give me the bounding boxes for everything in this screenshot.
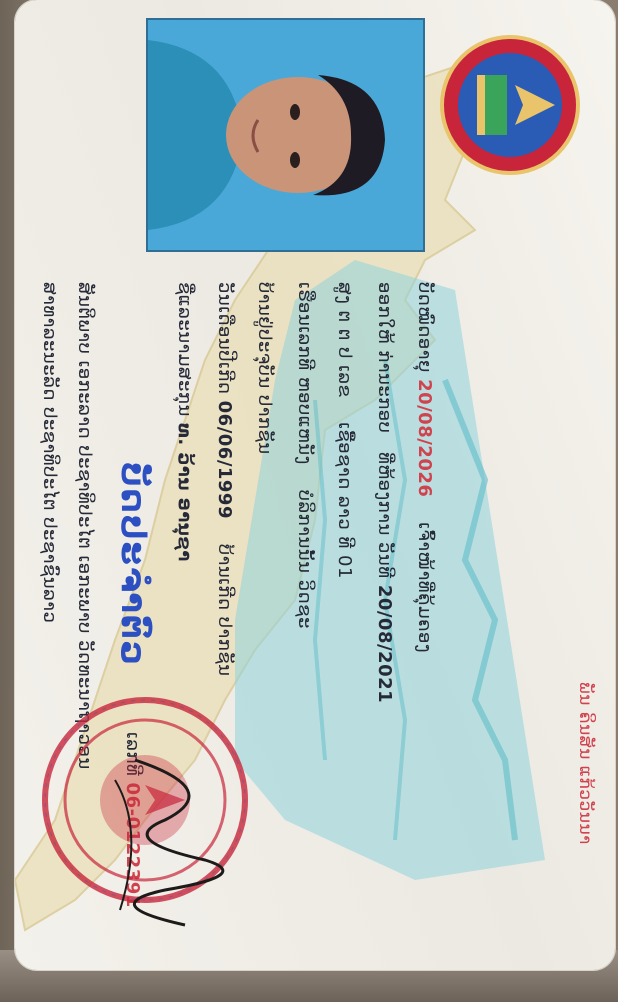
- issue-date: 20/08/2021: [374, 584, 395, 704]
- issue-label: ອອກໃຫ້: [374, 282, 395, 344]
- occupation-row: [294, 282, 315, 629]
- dob-label: ວັນເດືອນປີເກີດ: [214, 282, 235, 395]
- header-line-2: ສັນຕິພາບ ເອກະລາດ ປະຊາທິປະໄຕ ເອກະພາບ ວັດທະນາຖາວອນ: [74, 282, 95, 770]
- signature-icon: [75, 740, 285, 940]
- number-value: 06-0122391: [122, 782, 143, 908]
- height-label: ສູງ: [334, 282, 355, 305]
- number-label: ເລກທີ: [122, 732, 143, 777]
- residence-row: [254, 282, 275, 455]
- expiry-value: 20/08/2026: [414, 379, 435, 498]
- name-value: ທ. ວ້ານ ອານຸຊາ: [174, 423, 195, 562]
- issue-place: ກ່ານະກອບ: [374, 350, 395, 434]
- race-label: ເຊື້ອຊາດ: [334, 422, 355, 490]
- card-title: ບັດປະຈຳຕົວ: [113, 462, 153, 668]
- race-value: ລາວ ທີ 01: [334, 495, 355, 579]
- residence-label: ບ້ານຢູ່ປະຈຸບັນ: [254, 282, 275, 389]
- signer-name: ພັນ ຄິນສັນ ແກ້ວວັນນາ: [575, 682, 595, 845]
- name-label: ຊື່ແລະນາມສະກຸນ: [174, 282, 195, 417]
- issue-row: [374, 282, 395, 703]
- national-emblem-icon: [435, 30, 585, 180]
- occupation-value-2: ບໍລິການນັ້ນ ວິດຊະ: [294, 489, 315, 629]
- issue-text: ທີ່ຫ້ອງການ ວັນທີ: [374, 452, 395, 579]
- birthplace-value: ປາກຊັນ: [214, 616, 235, 677]
- expiry-row: [414, 282, 435, 653]
- birthplace-label: ບ້ານເກີດ: [214, 543, 235, 611]
- person-portrait-icon: [148, 20, 423, 250]
- occupation-label: ເຮືອນເລກທີ: [294, 282, 315, 371]
- height-row: [334, 282, 355, 579]
- dob-row: [214, 282, 235, 676]
- authority-text: ເຈົ້າໜ້າທີ່ຄຸ້ມຄອງ: [414, 522, 435, 654]
- id-card: [15, 0, 615, 970]
- height-value: ຕ ຕ ປ ເລຂ: [334, 310, 355, 398]
- header-line-1: ສາທາລະນະລັດ ປະຊາທິປະໄຕ ປະຊາຊົນລາວ: [39, 282, 60, 624]
- residence-value: ປາກຊັນ: [254, 394, 275, 455]
- occupation-value: ຫອບແຫນັງ: [294, 376, 315, 465]
- name-row: [174, 282, 195, 562]
- dob-value: 06/06/1999: [214, 400, 235, 519]
- expiry-label: ບັດໝົດອາຍຸ: [414, 282, 435, 373]
- portrait-photo: [146, 18, 425, 252]
